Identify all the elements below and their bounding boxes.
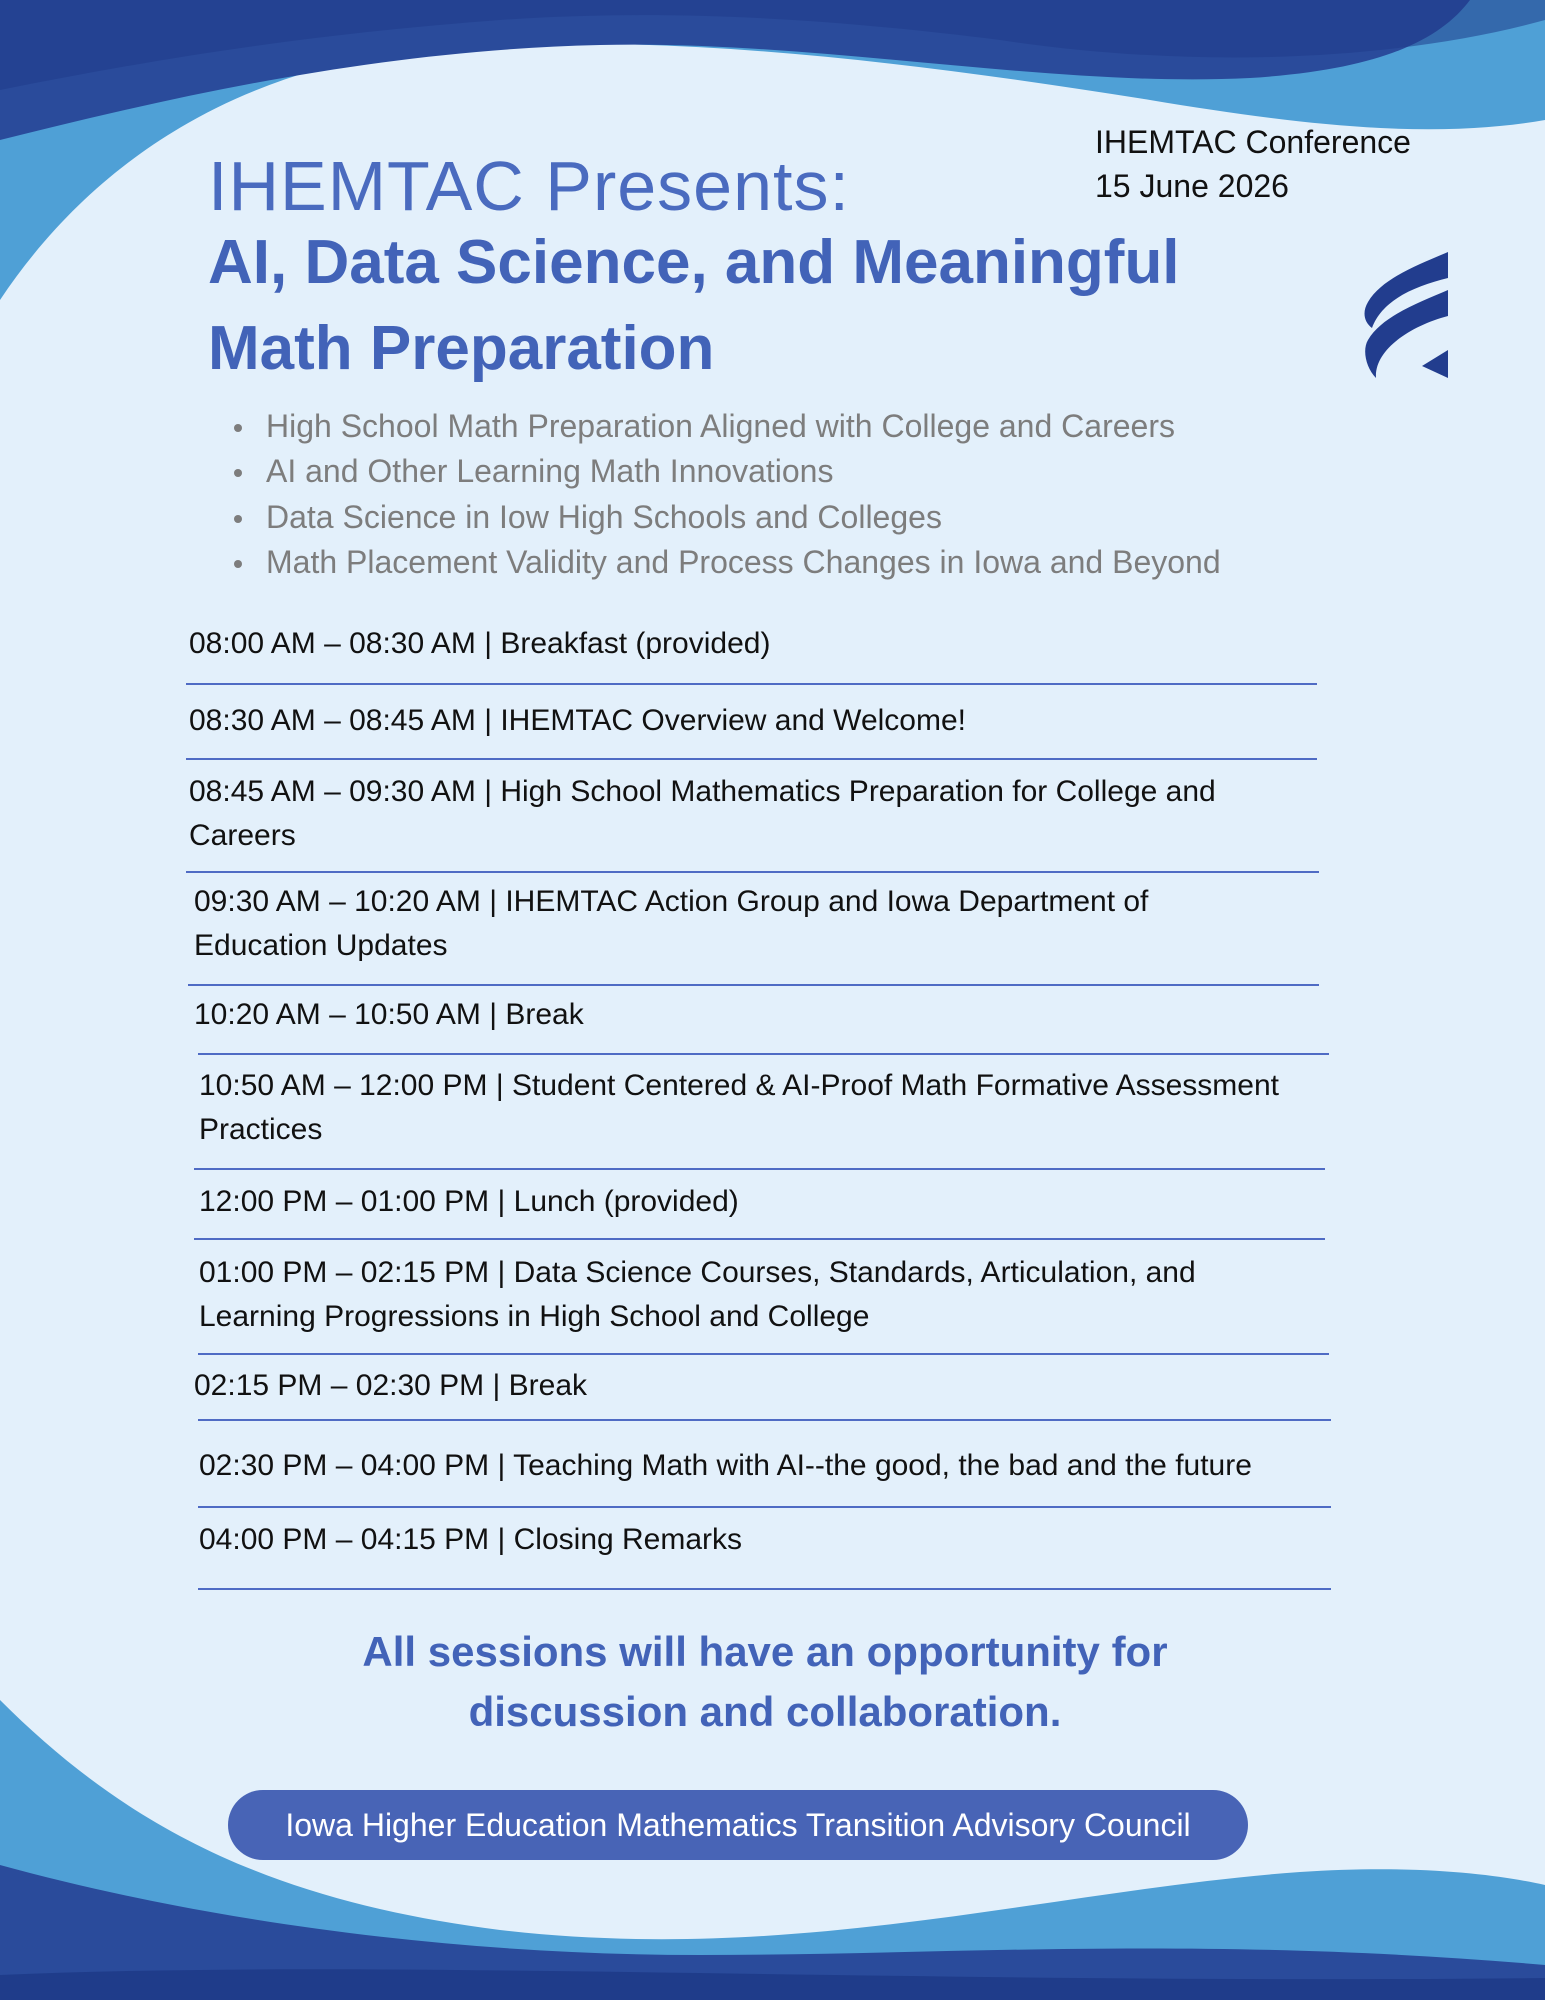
divider: [186, 871, 1319, 873]
organization-banner: Iowa Higher Education Mathematics Transition Advisory Council: [228, 1790, 1248, 1860]
schedule-row-line2: Practices: [199, 1113, 323, 1146]
schedule-row: [199, 1064, 1279, 1152]
schedule-row-line1: 08:00 AM – 08:30 AM | Breakfast (provided): [189, 627, 771, 660]
topic-item: AI and Other Learning Math Innovations: [230, 449, 1221, 494]
schedule-row-line1: 12:00 PM – 01:00 PM | Lunch (provided): [199, 1185, 739, 1218]
event-title-line2: Math Preparation: [208, 314, 715, 383]
schedule-row-line2: Careers: [189, 819, 296, 852]
schedule-row-line1: 08:30 AM – 08:45 AM | IHEMTAC Overview and Welcome!: [189, 704, 966, 737]
conference-date: 15 June 2026: [1095, 168, 1289, 204]
schedule-row: [199, 1444, 1252, 1488]
divider: [198, 1506, 1331, 1508]
divider: [186, 758, 1317, 760]
schedule-row: [199, 1251, 1196, 1339]
schedule-row-line1: 02:15 PM – 02:30 PM | Break: [194, 1369, 588, 1402]
schedule-row-line2: Education Updates: [194, 929, 448, 962]
schedule-row: [194, 880, 1148, 968]
divider: [198, 1053, 1329, 1055]
schedule-row-line1: 09:30 AM – 10:20 AM | IHEMTAC Action Group and Iowa Department of: [194, 885, 1149, 918]
schedule-row-line1: 10:20 AM – 10:50 AM | Break: [194, 998, 584, 1031]
topic-item: Math Placement Validity and Process Changes in Iowa and Beyond: [230, 540, 1221, 585]
topic-item: High School Math Preparation Aligned with College and Careers: [230, 404, 1221, 449]
divider: [198, 1353, 1329, 1355]
divider: [198, 1588, 1331, 1590]
divider: [198, 1419, 1331, 1421]
schedule-row-line1: 02:30 PM – 04:00 PM | Teaching Math with AI--the good, the bad and the future: [199, 1449, 1252, 1482]
discussion-note-line1: All sessions will have an opportunity for: [362, 1628, 1168, 1675]
schedule-row: [199, 1180, 739, 1224]
discussion-note-line2: discussion and collaboration.: [468, 1688, 1062, 1735]
discussion-note: [170, 1622, 1360, 1742]
schedule-row-line1: 10:50 AM – 12:00 PM | Student Centered & AI-Proof Math Formative Assessment: [199, 1069, 1279, 1102]
event-title: [208, 220, 1328, 392]
event-title-line1: AI, Data Science, and Meaningful: [208, 228, 1180, 297]
divider: [186, 683, 1317, 685]
schedule-row: [189, 770, 1216, 858]
schedule-row-line1: 04:00 PM – 04:15 PM | Closing Remarks: [199, 1523, 743, 1556]
topic-list: [230, 404, 1221, 585]
schedule-row: [194, 1364, 587, 1408]
divider: [188, 984, 1319, 986]
topic-item: Data Science in Iow High Schools and Colleges: [230, 495, 1221, 540]
schedule-row: [194, 993, 584, 1037]
divider: [194, 1168, 1325, 1170]
conference-info: [1095, 120, 1411, 208]
schedule-row: [189, 622, 770, 666]
presents-heading: IHEMTAC Presents:: [208, 147, 850, 225]
conference-name: IHEMTAC Conference: [1095, 124, 1411, 160]
schedule-row: [199, 1518, 742, 1562]
schedule-row-line2: Learning Progressions in High School and College: [199, 1300, 870, 1333]
schedule-row-line1: 08:45 AM – 09:30 AM | High School Mathematics Preparation for College and: [189, 775, 1216, 808]
schedule-row-line1: 01:00 PM – 02:15 PM | Data Science Courses, Standards, Articulation, and: [199, 1256, 1196, 1289]
divider: [194, 1238, 1325, 1240]
schedule-row: [189, 699, 966, 743]
brand-logo-icon: [1360, 250, 1452, 380]
